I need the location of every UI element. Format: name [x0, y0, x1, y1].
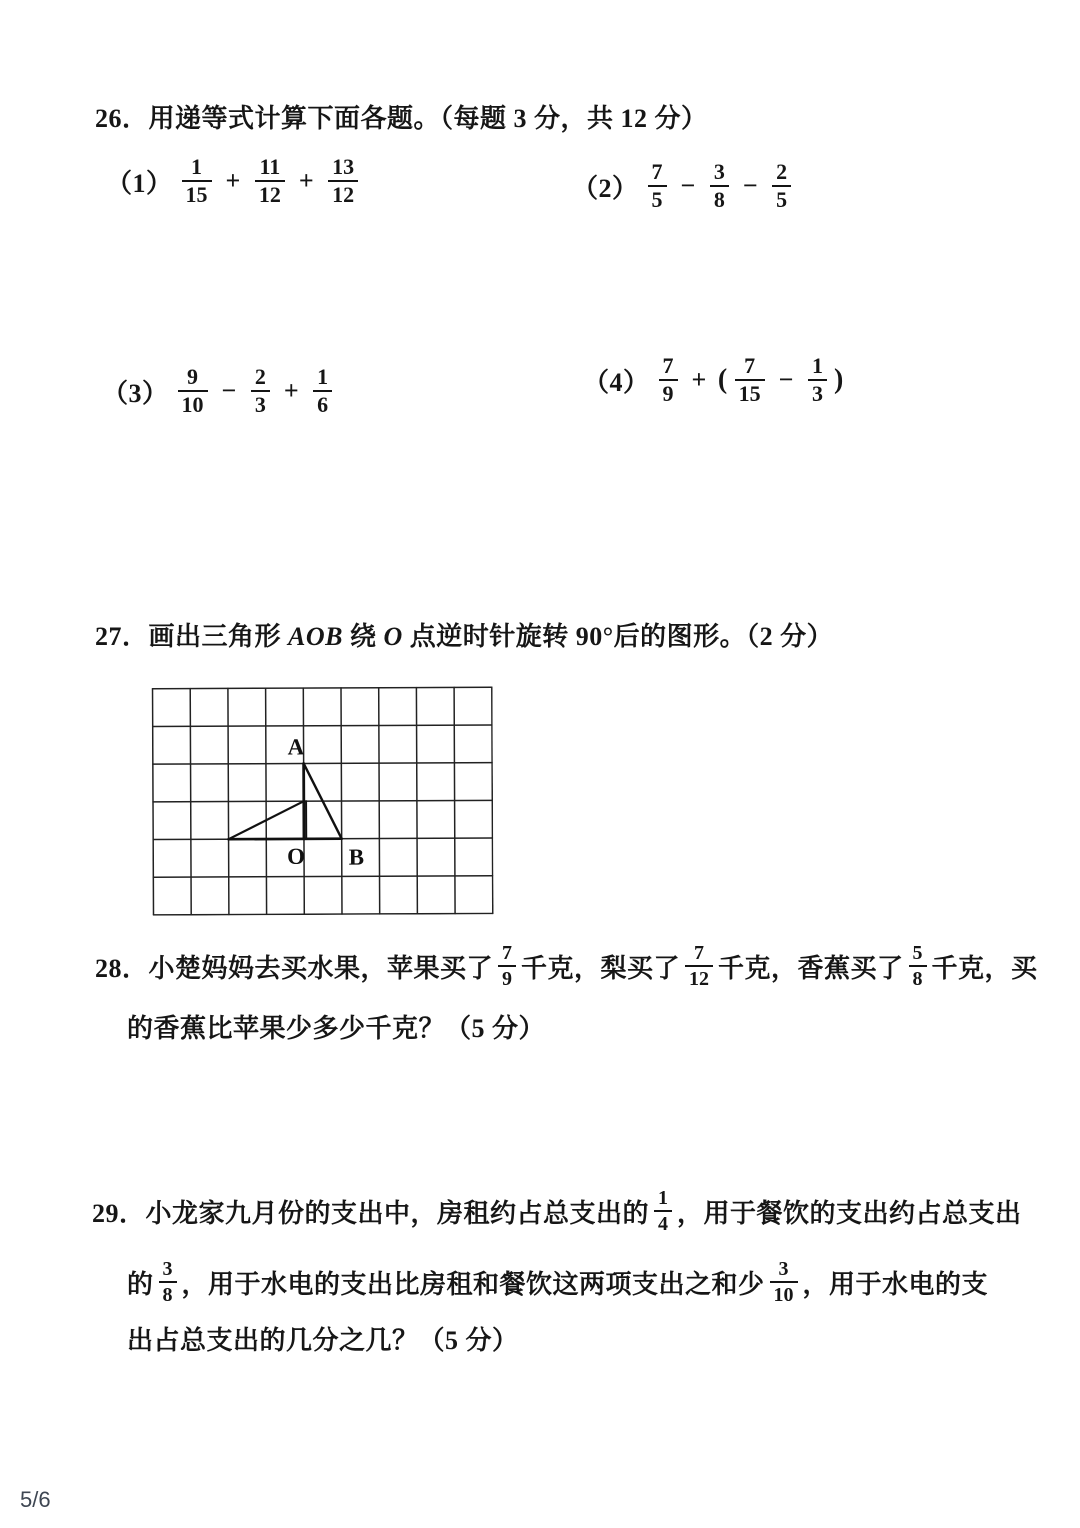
q26-item-1-expression — [177, 155, 364, 207]
fraction-denominator: 15 — [735, 379, 765, 407]
fraction-denominator: 15 — [182, 180, 212, 208]
q29-line-3 — [127, 1318, 519, 1358]
fraction-denominator: 3 — [251, 390, 270, 418]
fraction-7-9 — [498, 942, 516, 990]
operator: + — [225, 166, 241, 195]
page-number: 5/6 — [20, 1487, 51, 1512]
q26-item-2-expression — [643, 160, 797, 212]
q26-item-3 — [102, 355, 337, 427]
q28-line-2 — [127, 1006, 545, 1046]
fraction-numerator: 3 — [778, 1258, 789, 1281]
operator: − — [742, 171, 759, 200]
fraction-denominator: 9 — [659, 379, 678, 407]
fraction-denominator: 6 — [313, 390, 332, 418]
fraction-3-8 — [710, 160, 729, 212]
fraction-denominator: 12 — [328, 180, 358, 208]
fraction-7-12 — [685, 942, 713, 990]
fraction-denominator: 10 — [770, 1281, 798, 1306]
rotation-grid — [152, 687, 493, 915]
fraction-denominator: 8 — [159, 1281, 177, 1306]
rotation-grid-svg — [152, 686, 494, 916]
fraction-7-15 — [735, 354, 765, 406]
fraction-numerator: 7 — [744, 352, 756, 378]
operator: − — [778, 365, 794, 394]
q29-line-2 — [127, 1246, 988, 1318]
fraction-denominator: 12 — [255, 180, 285, 208]
grid-line-horizontal — [153, 763, 492, 764]
text-run: ，用于水电的支出比房租和餐饮这两项支出之和少 — [181, 1269, 765, 1299]
fraction-denominator: 12 — [685, 965, 713, 990]
text-run: 29．小龙家九月份的支出中，房租约占总支出的 — [92, 1198, 650, 1228]
fraction-numerator: 1 — [812, 352, 823, 378]
text-run: 28．小楚妈妈去买水果，苹果买了 — [95, 953, 494, 983]
q26-item-2-label: （2） — [572, 173, 639, 203]
fraction-2-5 — [772, 160, 791, 212]
fraction-numerator: 13 — [332, 153, 355, 179]
vertex-label-o: O — [286, 843, 305, 869]
fraction-13-12 — [328, 155, 358, 207]
fraction-denominator: 4 — [654, 1210, 672, 1235]
operator: + — [283, 376, 300, 405]
text-run: 27．画出三角形 — [95, 622, 289, 651]
text-run: 绕 — [342, 622, 384, 651]
q26-item-1-label: （1） — [106, 168, 173, 198]
text-run: 千克，梨买了 — [521, 953, 681, 983]
fraction-denominator: 3 — [808, 379, 827, 407]
text-run: 出占总支出的几分之几？（5 分） — [127, 1325, 519, 1355]
fraction-numerator: 1 — [317, 363, 329, 389]
q27-title — [95, 616, 833, 653]
grid-line-horizontal — [153, 725, 492, 726]
fraction-denominator: 8 — [710, 185, 729, 213]
fraction-numerator: 7 — [502, 942, 513, 965]
text-run: O — [383, 622, 403, 651]
fraction-numerator: 7 — [651, 158, 663, 184]
q26-item-4 — [583, 344, 846, 416]
fraction-3-8 — [159, 1258, 177, 1306]
fraction-5-8 — [909, 942, 927, 990]
text-run: 点逆时针旋转 90°后的图形。（2 分） — [402, 622, 834, 651]
text-run: 的香蕉比苹果少多少千克？（5 分） — [127, 1013, 546, 1043]
parenthesis: ) — [834, 364, 844, 395]
fraction-denominator: 8 — [909, 965, 927, 990]
fraction-numerator: 7 — [662, 352, 674, 378]
q29-line-1 — [92, 1175, 1022, 1247]
grid-line-horizontal — [153, 687, 492, 688]
vertex-label-b: B — [348, 844, 365, 870]
text-run: ，用于餐饮的支出约占总支出 — [677, 1198, 1022, 1228]
q26-item-4-expression — [654, 354, 846, 406]
fraction-2-3 — [251, 365, 270, 417]
text-run: ，用于水电的支 — [802, 1269, 989, 1299]
fraction-numerator: 3 — [713, 158, 725, 184]
fraction-numerator: 1 — [658, 1187, 669, 1210]
q26-item-3-label: （3） — [102, 378, 169, 408]
q26-item-1 — [106, 145, 363, 217]
fraction-3-10 — [770, 1258, 798, 1306]
text-run: 的 — [127, 1269, 154, 1299]
text-run: 千克，香蕉买了 — [718, 953, 904, 983]
q26-item-4-label: （4） — [583, 367, 650, 397]
grid-line-horizontal — [153, 876, 492, 877]
operator: + — [691, 365, 707, 394]
fraction-numerator: 2 — [254, 363, 266, 389]
fraction-7-9 — [659, 354, 678, 406]
fraction-1-3 — [808, 354, 827, 406]
fraction-numerator: 2 — [776, 158, 788, 184]
operator: − — [221, 376, 237, 405]
parenthesis: ( — [717, 364, 728, 395]
fraction-numerator: 11 — [259, 153, 281, 179]
fraction-denominator: 5 — [772, 185, 791, 213]
vertex-label-a: A — [287, 734, 305, 760]
fraction-numerator: 9 — [187, 363, 199, 389]
text-run: AOB — [288, 622, 343, 651]
fraction-denominator: 5 — [648, 185, 667, 213]
grid-line-horizontal — [154, 913, 493, 914]
fraction-denominator: 10 — [178, 390, 208, 418]
operator: + — [298, 166, 315, 195]
q28-line-1 — [95, 930, 1038, 1002]
fraction-7-5 — [648, 160, 667, 212]
q26-item-3-expression — [173, 365, 338, 417]
fraction-numerator: 5 — [912, 942, 923, 965]
text-run: 千克，买 — [931, 953, 1038, 983]
fraction-1-4 — [654, 1187, 672, 1235]
q26-title: 26．用递等式计算下面各题。（每题 3 分，共 12 分） — [95, 104, 708, 133]
q26-item-2 — [572, 150, 796, 222]
fraction-11-12 — [255, 155, 285, 207]
fraction-numerator: 3 — [162, 1258, 173, 1281]
fraction-1-15 — [182, 155, 212, 207]
operator: − — [680, 171, 696, 200]
fraction-denominator: 9 — [498, 965, 516, 990]
fraction-9-10 — [178, 365, 208, 417]
fraction-numerator: 1 — [191, 153, 203, 179]
fraction-numerator: 7 — [694, 942, 705, 965]
fraction-1-6 — [313, 365, 332, 417]
